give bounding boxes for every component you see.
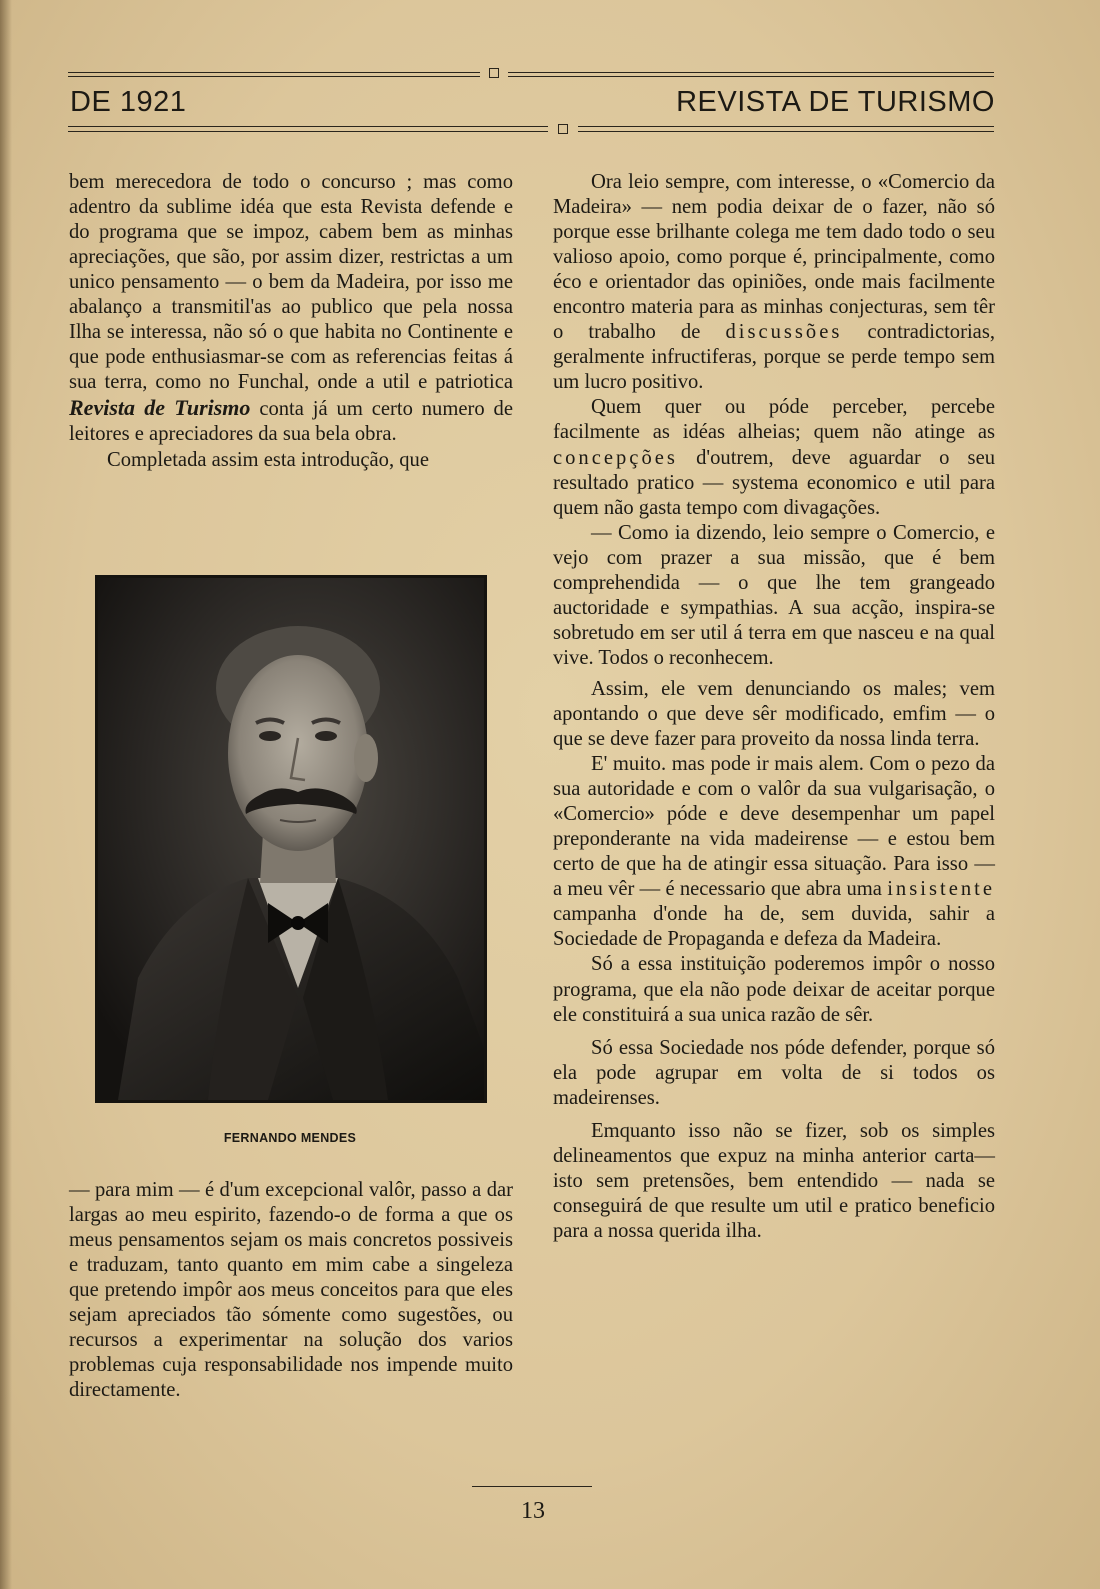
header-ornament-top [489,68,499,78]
paragraph-campaign-text: E' muito. mas pode ir mais alem. Com o pezo da sua autoridade e com o valôr da sua vulgarisação, o «Comercio» póde e deve desempenhar um papel preponderante na vida madeirense — e estou bem certo de que ha de atingir essa situação. Para isso — a meu vêr — é necessario que abra uma [553,753,995,901]
footer-rule [472,1486,592,1487]
paragraph-campaign-end: campanha d'onde ha de, sem duvida, sahir a Sociedade de Propaganda e defeza da Madeira. [553,903,995,951]
paragraph-society: Só essa Sociedade nos póde defender, porque só ela pode agrupar em volta de si todos os madeirenses. [553,1036,995,1109]
header-rule-bottom-left [68,126,548,127]
portrait-photo [95,575,487,1103]
header-rule-bottom-right-inner [578,131,994,132]
paragraph-ideas-end: d'outrem, deve aguardar o seu resultado pratico — systema economico e util para quem não gasta tempo com divagações. [553,446,996,519]
header-rule-top-left-inner [68,76,480,77]
left-column-continuation [69,1178,513,1403]
right-column [553,170,995,1244]
introduction-sentence: Completada assim esta introdução, que [107,448,429,471]
paragraph-comercio [553,170,995,395]
page-number: 13 [521,1498,545,1524]
paragraph-institution: Só a essa instituição poderemos impôr o nosso programa, que ela não pode deixar de aceitar porque ele constituirá a sua unica razão de sêr. [553,953,995,1026]
revista-title-italic: Revista de Turismo [69,395,251,421]
photo-caption: FERNANDO MENDES [223,1131,357,1145]
header-rule-top-left [68,72,480,73]
spaced-word-concepcoes: concepções [553,446,678,469]
paragraph-comercio-end: contradictorias, geralmente infructiferas, porque se perde tempo sem um lucro positivo. [553,321,995,394]
portrait-image [98,578,484,1100]
intro-paragraph [69,170,513,448]
spaced-word-insistente: insistente [887,878,995,901]
paragraph-denouncing: Assim, ele vem denunciando os males; vem apontando o que deve sêr modificado, emfim — o que se deve fazer para proveito da nossa linda terra. [553,677,995,751]
page-edge-shadow [0,0,12,1589]
paragraph-campaign [553,752,995,952]
continuation-paragraph: — para mim — é d'um excepcional valôr, passo a dar largas ao meu espirito, fazendo-o de forma a que os meus pensamentos sejam os mais concretos possiveis e traduzam, tanto quanto em mim cabe a singeleza que pretendo impôr aos meus conceitos para que eles sejam apreciados tão sómente como sugestões, ou recursos a experimentar na solução dos varios problemas cuja responsabilidade nos impende muito directamente. [69,1179,513,1402]
header-rule-top-right-inner [508,76,994,77]
header-rule-bottom-left-inner [68,131,548,132]
left-column-intro [69,170,513,473]
paragraph-comercio-text: Ora leio sempre, com interesse, o «Comercio da Madeira» — nem podia deixar de o fazer, não só porque esse brilhante colega me tem dado todo o seu valioso apoio, como porque é, principalmente, como éco e orientador das opiniões, onde mais facilmente encontro materia para as minhas conjecturas, sem têr o trabalho de [553,171,995,344]
intro-text: bem merecedora de todo o concurso ; mas como adentro da sublime idéa que esta Revista defende e do programa que se impoz, cabem bem as minhas apreciações, que são, por assim dizer, restrictas a um unico pensamento — o bem da Madeira, por isso me abalanço a transmitil'as ao publico que pela nossa Ilha se interessa, não só o que habita no Continente e que pode enthusiasmar-se com as referencias feitas á sua terra, como no Funchal, onde a util e patriotica [69,171,513,394]
header-ornament-bottom [558,124,568,134]
paragraph-conclusion: Emquanto isso não se fizer, sob os simples delineamentos que expuz na minha anterior carta—isto sem pretensões, bem entendido — nada se conseguirá de que resulte um util e pratico beneficio para a nossa querida ilha. [553,1119,995,1242]
paragraph-ideas-text: Quem quer ou póde perceber, percebe facilmente as idéas alheias; quem não atinge as [553,396,995,444]
spaced-word-discussoes: discussões [725,321,843,344]
header-date: DE 1921 [70,86,187,118]
intro-text-end: conta já um certo numero de leitores e apreciadores da sua bela obra. [69,398,513,446]
header-rule-top-right [508,72,994,73]
paragraph-mission: — Como ia dizendo, leio sempre o Comercio, e vejo com prazer a sua missão, que é bem comprehendida — o que lhe tem grangeado auctoridade e sympathias. A sua acção, inspira-se sobretudo em ser util á terra em que nasceu e na qual vive. Todos o reconhecem. [553,521,995,669]
paragraph-ideas [553,395,995,520]
header-magazine-title: REVISTA DE TURISMO [676,86,995,118]
header-rule-bottom-right [578,126,994,127]
